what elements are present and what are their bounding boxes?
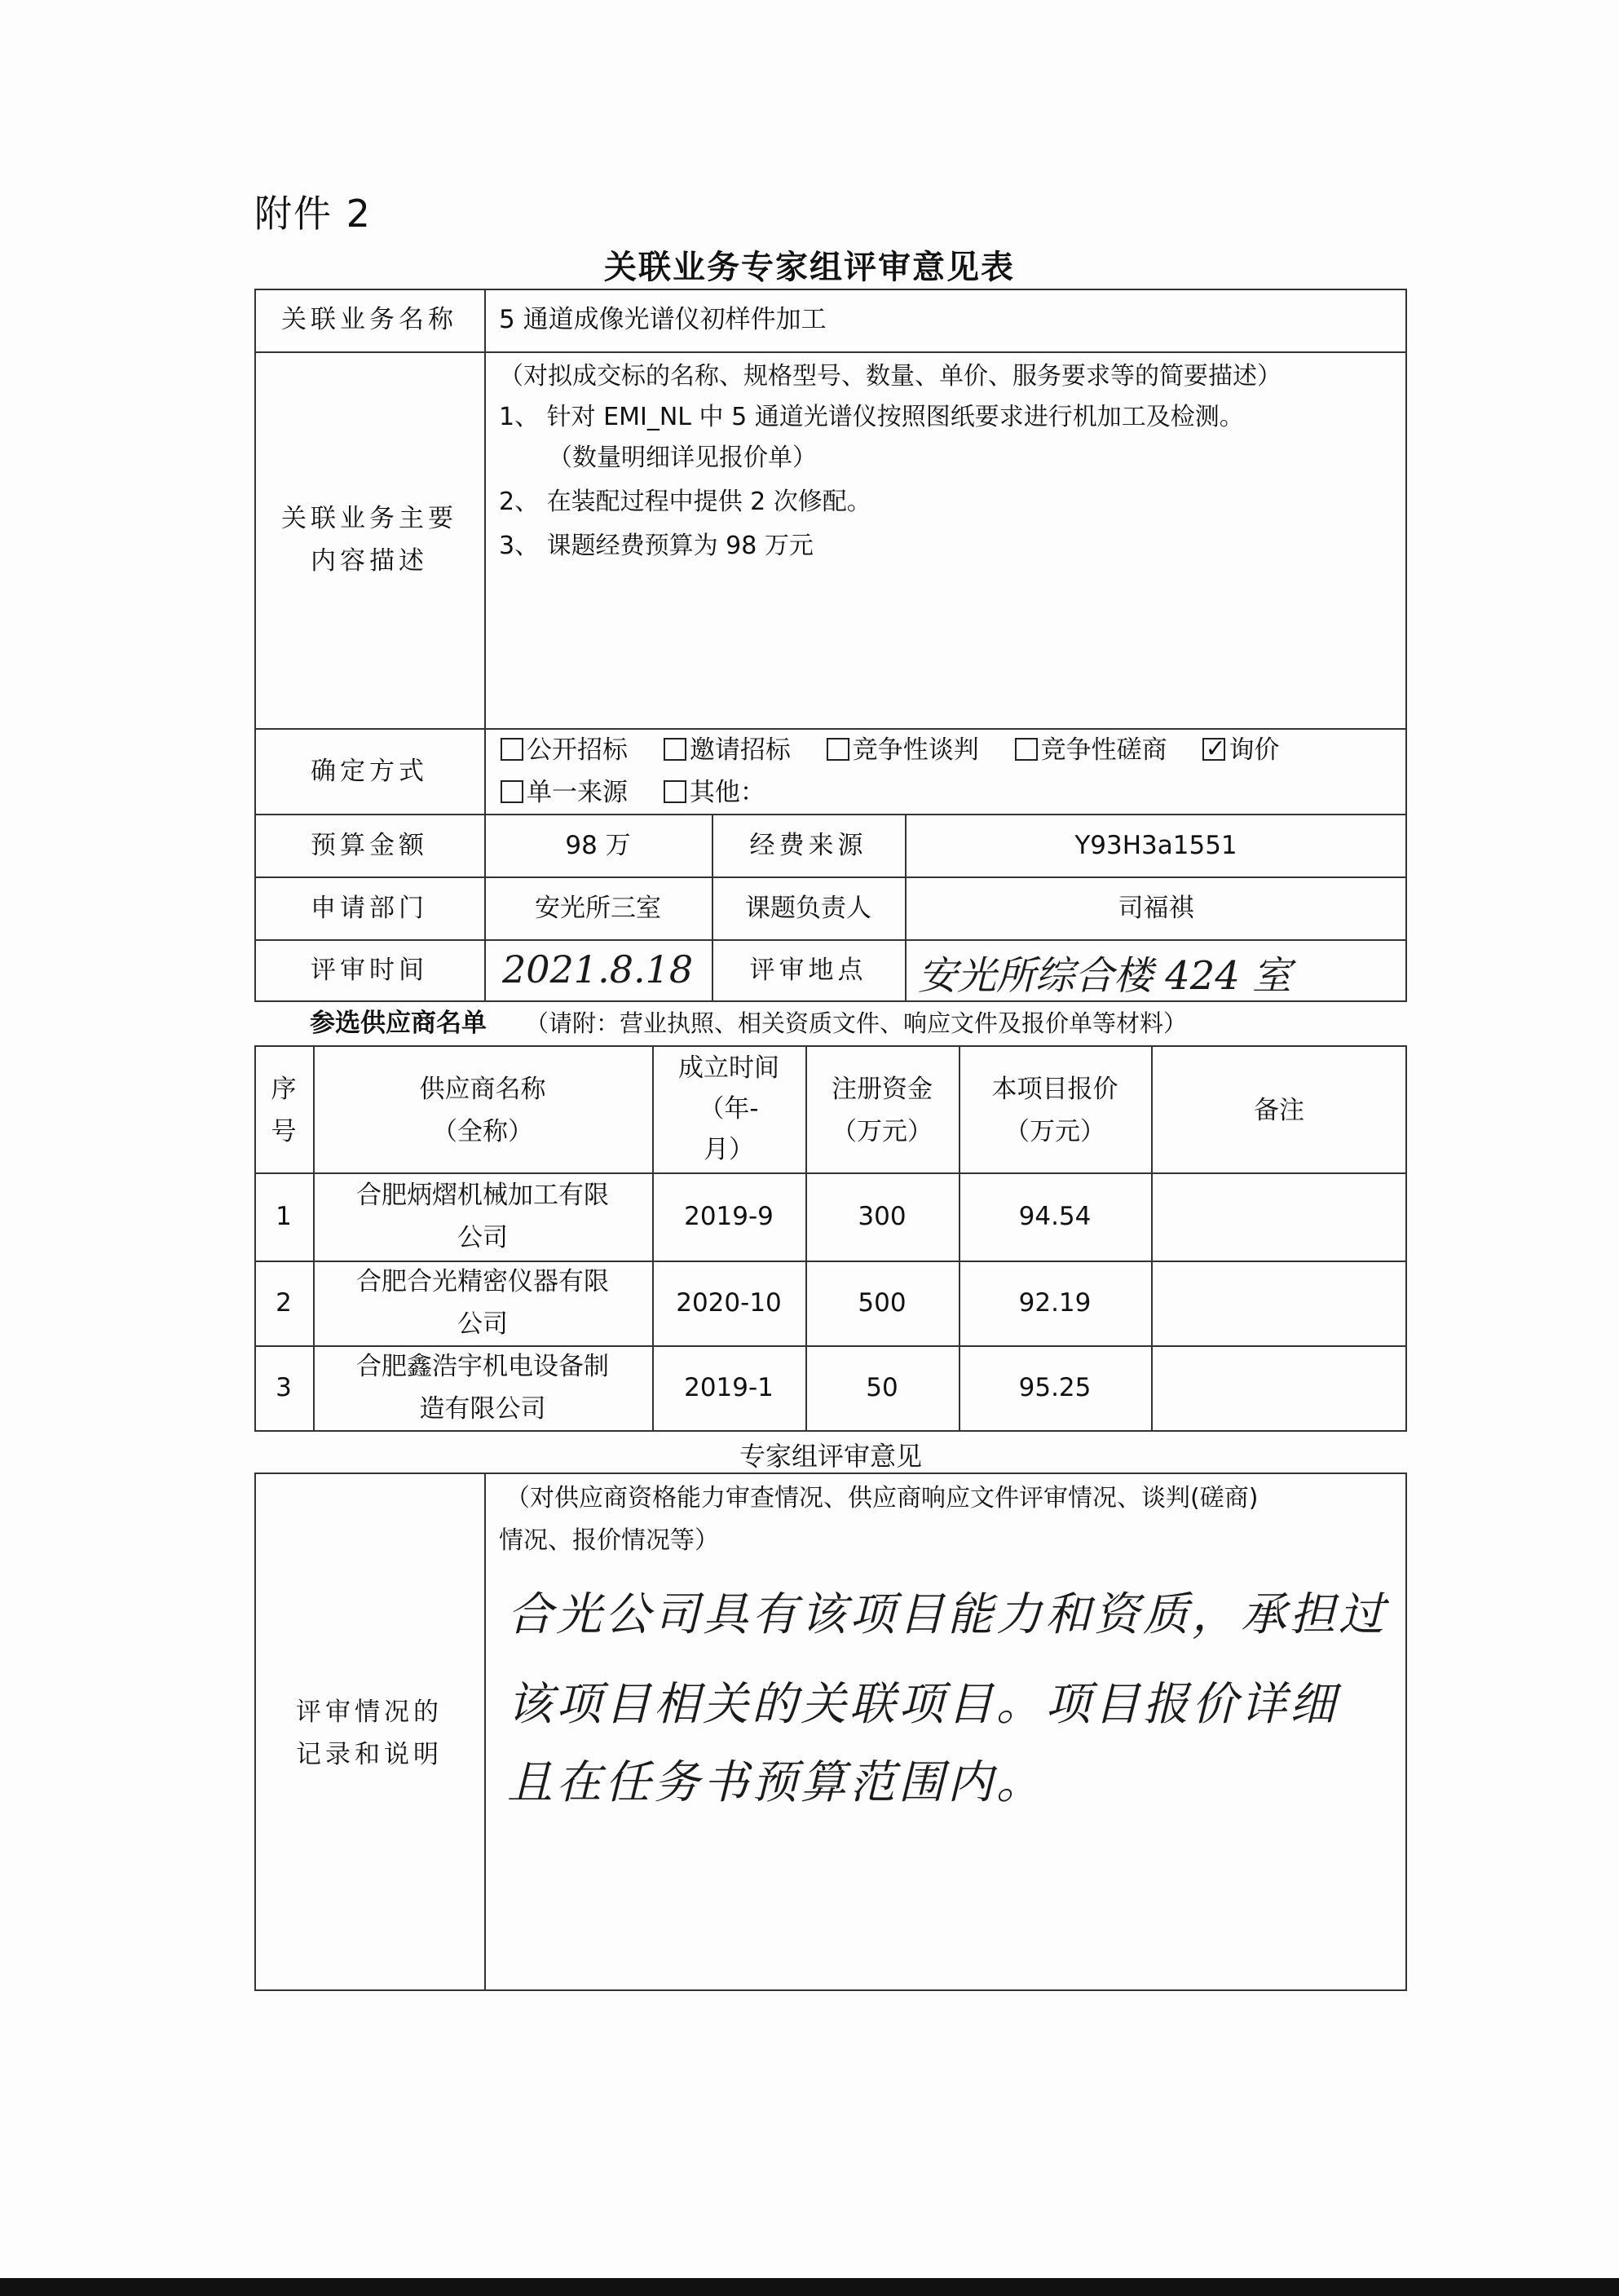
description-item-1-note: （数量明细详见报价单） [548, 444, 817, 472]
table-row-3-name-1: 合肥鑫浩宇机电设备制 [356, 1352, 609, 1381]
form-title: 关联业务专家组评审意见表 [604, 249, 1015, 286]
table-row-3-time: 2019-1 [684, 1373, 774, 1402]
checkbox-icon[interactable] [501, 738, 523, 761]
business-name-value: 5 通道成像光谱仪初样件加工 [499, 305, 827, 334]
col-price-header-1: 本项目报价 [991, 1075, 1118, 1104]
table-row-2-seq: 2 [276, 1288, 292, 1318]
attachment-number: 附件 2 [254, 192, 372, 236]
fund-source-label: 经费来源 [749, 831, 867, 860]
review-place-handwritten: 安光所综合楼 424 室 [918, 953, 1292, 999]
checkbox-icon[interactable] [827, 738, 849, 761]
description-hint: （对拟成交标的名称、规格型号、数量、单价、服务要求等的简要描述） [499, 362, 1282, 391]
table-row-1-price: 94.54 [1018, 1202, 1092, 1231]
opinion-hint-2: 情况、报价情况等） [499, 1526, 719, 1555]
table-row-2-name-2: 公司 [457, 1309, 508, 1339]
method-options-line-1 [501, 729, 1307, 771]
department-label: 申请部门 [311, 894, 428, 923]
description-item-3: 3、 课题经费预算为 98 万元 [499, 532, 814, 560]
supplier-list-title: 参选供应商名单 [310, 1009, 487, 1038]
col-time-header-3: 月） [704, 1135, 754, 1164]
table-row-3-capital: 50 [866, 1373, 898, 1402]
table-row-1-time: 2019-9 [684, 1202, 774, 1231]
review-place-label: 评审地点 [749, 956, 867, 985]
option-other[interactable]: 其他： [664, 771, 765, 814]
option-competitive-negotiation[interactable]: 竞争性谈判 [827, 729, 979, 771]
handwritten-opinion-line-2: 该项目相关的关联项目。项目报价详细 [507, 1678, 1339, 1731]
fund-source-value: Y93H3a1551 [1074, 831, 1237, 860]
checked-checkbox-icon[interactable] [1202, 738, 1225, 761]
opinion-section-title: 专家组评审意见 [739, 1441, 922, 1472]
handwritten-opinion-line-3: 且在任务书预算范围内。 [507, 1756, 1045, 1809]
col-capital-header-2: （万元） [832, 1117, 933, 1146]
col-seq-header-1: 序 [271, 1075, 297, 1104]
table-row-1-name-2: 公司 [457, 1223, 508, 1252]
table-row-3-seq: 3 [276, 1373, 292, 1402]
table-row-3-price: 95.25 [1018, 1373, 1092, 1402]
col-name-header-1: 供应商名称 [419, 1075, 546, 1104]
description-label-1: 关联业务主要 [281, 504, 457, 533]
opinion-hint-1: （对供应商资格能力审查情况、供应商响应文件评审情况、谈判(磋商) [505, 1484, 1259, 1512]
table-row-3-name-2: 造有限公司 [419, 1394, 546, 1424]
business-name-label: 关联业务名称 [281, 305, 457, 334]
col-capital-header-1: 注册资金 [832, 1075, 933, 1104]
budget-value: 98 万 [565, 831, 631, 860]
table-row-1-capital: 300 [858, 1202, 907, 1231]
department-value: 安光所三室 [535, 894, 661, 923]
description-item-1: 1、 针对 EMI_NL 中 5 通道光谱仪按照图纸要求进行机加工及检测。 [499, 403, 1244, 431]
table-row-2-price: 92.19 [1018, 1288, 1092, 1318]
project-leader-value: 司福祺 [1118, 894, 1194, 923]
budget-label: 预算金额 [311, 831, 428, 860]
opinion-label-2: 记录和说明 [296, 1740, 443, 1769]
option-inquiry[interactable]: ✓ 询价 [1202, 729, 1279, 771]
table-row-2-name-1: 合肥合光精密仪器有限 [356, 1267, 609, 1296]
method-options-line-2 [501, 771, 793, 814]
option-competitive-consultation[interactable]: 竞争性磋商 [1015, 729, 1167, 771]
option-invited-tender[interactable]: 邀请招标 [664, 729, 791, 771]
scan-bottom-edge [0, 2278, 1619, 2296]
col-name-header-2: （全称） [432, 1117, 533, 1146]
col-remark-header: 备注 [1254, 1096, 1304, 1125]
review-time-handwritten: 2021.8.18 [502, 947, 694, 991]
description-label-2: 内容描述 [311, 546, 428, 576]
col-price-header-2: （万元） [1004, 1117, 1105, 1146]
table-row-2-time: 2020-10 [676, 1288, 782, 1318]
table-row-1-seq: 1 [276, 1202, 292, 1231]
col-time-header-1: 成立时间 [678, 1053, 779, 1083]
checkbox-icon[interactable] [664, 738, 686, 761]
review-time-label: 评审时间 [311, 956, 428, 985]
table-row-1-name-1: 合肥炳熠机械加工有限 [356, 1181, 609, 1210]
checkbox-icon[interactable] [1015, 738, 1038, 761]
method-label: 确定方式 [311, 757, 428, 786]
col-time-header-2: （年- [699, 1094, 759, 1124]
checkbox-icon[interactable] [664, 780, 686, 803]
opinion-label-1: 评审情况的 [296, 1698, 443, 1727]
project-leader-label: 课题负责人 [745, 894, 871, 923]
supplier-list-note: （请附：营业执照、相关资质文件、响应文件及报价单等材料） [525, 1009, 1188, 1037]
option-single-source[interactable]: 单一来源 [501, 771, 628, 814]
table-row-2-capital: 500 [858, 1288, 907, 1318]
description-item-2: 2、 在装配过程中提供 2 次修配。 [499, 488, 871, 516]
option-public-tender[interactable]: 公开招标 [501, 729, 628, 771]
checkbox-icon[interactable] [501, 780, 523, 803]
handwritten-opinion-line-1: 合光公司具有该项目能力和资质，承担过 [507, 1588, 1387, 1641]
col-seq-header-2: 号 [271, 1117, 297, 1146]
